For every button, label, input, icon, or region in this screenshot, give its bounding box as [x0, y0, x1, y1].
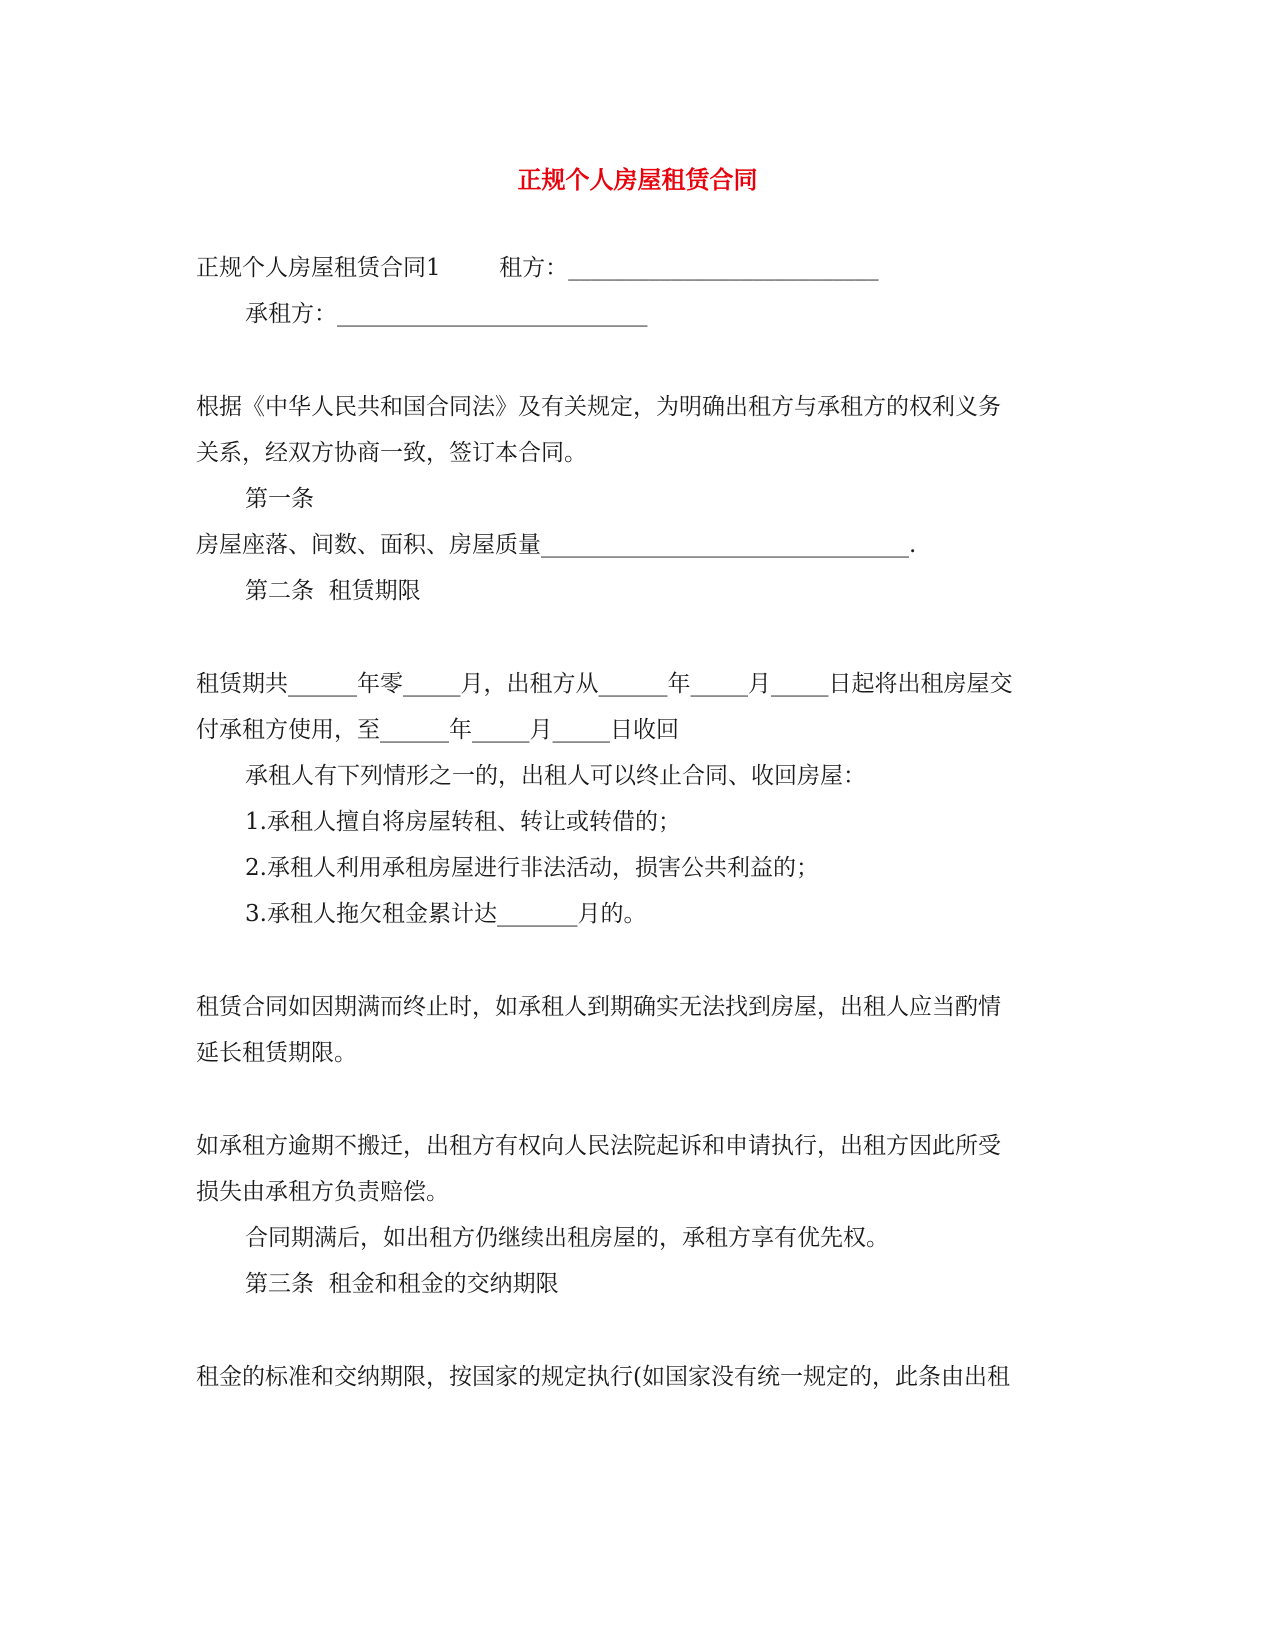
paragraph-line: 承租人有下列情形之一的，出租人可以终止合同、收回房屋：: [245, 763, 866, 789]
paragraph-line: 根据《中华人民共和国合同法》及有关规定，为明确出租方与承租方的权利义务: [196, 394, 1001, 420]
article-heading: 第三条 租金和租金的交纳期限: [245, 1271, 559, 1297]
paragraph-line: 如承租方逾期不搬迁，出租方有权向人民法院起诉和申请执行，出租方因此所受: [196, 1133, 1001, 1159]
header-line: 正规个人房屋租赁合同1 租方：___________________________: [196, 255, 879, 281]
list-item: 3.承租人拖欠租金累计达_______月的。: [245, 901, 647, 927]
paragraph-line: 租金的标准和交纳期限，按国家的规定执行(如国家没有统一规定的，此条由出租: [196, 1364, 1010, 1390]
paragraph-line: 租赁合同如因期满而终止时，如承租人到期确实无法找到房屋，出租人应当酌情: [196, 994, 1001, 1020]
paragraph-line: 付承租方使用，至______年_____月_____日收回: [196, 717, 679, 743]
list-item: 1.承租人擅自将房屋转租、转让或转借的；: [245, 809, 681, 835]
document-title: 正规个人房屋租赁合同: [517, 165, 758, 194]
paragraph-line: 房屋座落、间数、面积、房屋质量________________________________.: [196, 532, 917, 558]
list-item: 2.承租人利用承租房屋进行非法活动，损害公共利益的；: [245, 855, 819, 881]
paragraph-line: 关系，经双方协商一致，签订本合同。: [196, 440, 587, 466]
paragraph-line: 租赁期共______年零_____月，出租方从______年_____月_____日起将出租房屋交: [196, 671, 1013, 697]
article-heading: 第一条: [245, 486, 314, 512]
lessee-line: 承租方：___________________________: [245, 301, 648, 327]
paragraph-line: 延长租赁期限。: [196, 1040, 357, 1066]
paragraph-line: 损失由承租方负责赔偿。: [196, 1179, 449, 1205]
paragraph-line: 合同期满后，如出租方仍继续出租房屋的，承租方享有优先权。: [245, 1225, 889, 1251]
article-heading: 第二条 租赁期限: [245, 578, 421, 604]
